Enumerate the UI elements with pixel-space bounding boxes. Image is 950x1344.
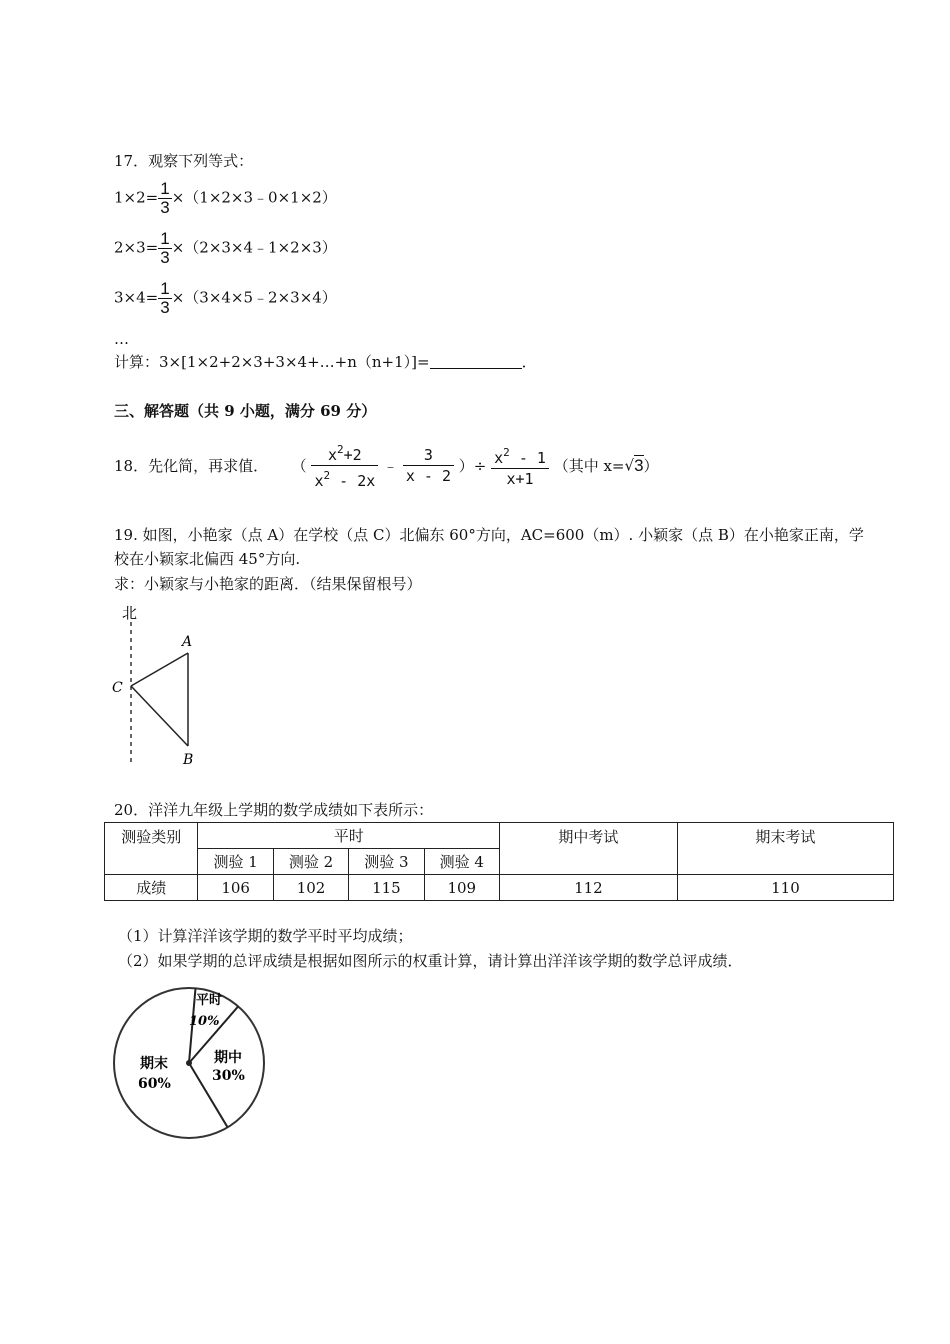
score-table xyxy=(104,822,894,901)
eq-rhs: ×（3×4×5﹣2×3×4） xyxy=(171,288,337,307)
slice-value-final: 60% xyxy=(138,1076,171,1092)
segment-CA xyxy=(131,653,188,686)
frac-num: 1 xyxy=(160,179,170,198)
fraction-3 xyxy=(491,443,549,489)
q17-calc xyxy=(114,351,537,373)
var: x xyxy=(314,472,324,490)
sqrt-value: 3 xyxy=(634,455,644,475)
q19-line-2: 校在小颖家北偏西 45°方向. xyxy=(114,550,301,568)
frac-num: 3 xyxy=(403,445,454,466)
condition-end: ） xyxy=(643,457,659,475)
calc-end: ． xyxy=(521,353,537,371)
eq-lhs: 1×2= xyxy=(114,188,159,207)
q20-title: 20．洋洋九年级上学期的数学成绩如下表所示： xyxy=(114,801,434,819)
point-A-label: A xyxy=(182,634,193,650)
exp: 2 xyxy=(337,443,344,456)
segment-CB xyxy=(131,686,188,746)
frac-den: x+1 xyxy=(506,469,534,488)
eq-rhs: ×（2×3×4﹣1×2×3） xyxy=(171,238,337,257)
header-test-2: 测验 2 xyxy=(273,849,348,875)
cell-final: 110 xyxy=(677,875,893,901)
fraction-1 xyxy=(311,440,378,491)
cell-test-3: 115 xyxy=(349,875,424,901)
q19-triangle-figure xyxy=(104,598,214,770)
frac-den: 3 xyxy=(160,298,170,317)
point-C-label: C xyxy=(112,680,123,696)
q17-title: 17．观察下列等式： xyxy=(114,152,254,170)
header-test-4: 测验 4 xyxy=(424,849,499,875)
header-regular: 平时 xyxy=(198,823,500,849)
frac-den: 3 xyxy=(160,248,170,267)
eq-lhs: 3×4= xyxy=(114,288,159,307)
fraction-one-third xyxy=(158,180,171,217)
frac-num: 1 xyxy=(160,229,170,248)
header-test-1: 测验 1 xyxy=(198,849,273,875)
q17-equation-2 xyxy=(114,230,337,267)
exp: 2 xyxy=(323,469,331,482)
frac-num xyxy=(311,440,378,466)
var: x xyxy=(328,446,338,464)
frac-den xyxy=(311,466,378,491)
condition-text: （其中 x= xyxy=(553,457,625,475)
cell-test-4: 109 xyxy=(424,875,499,901)
slice-label-regular: 平时 xyxy=(196,993,223,1008)
slice-label-mid: 期中 xyxy=(214,1050,242,1066)
eq-rhs: ×（1×2×3﹣0×1×2） xyxy=(171,188,337,207)
q18-label: 18．先化简，再求值． xyxy=(114,457,269,475)
table-row xyxy=(105,875,894,901)
frac-num: 1 xyxy=(160,279,170,298)
header-final: 期末考试 xyxy=(677,823,893,875)
eq-lhs: 2×3= xyxy=(114,238,159,257)
q20-sub-1: （1）计算洋洋该学期的数学平时平均成绩； xyxy=(118,927,413,945)
q19-line-3: 求：小颖家与小艳家的距离．（结果保留根号） xyxy=(114,575,422,593)
cell-test-2: 102 xyxy=(273,875,348,901)
cell-test-1: 106 xyxy=(198,875,273,901)
var: x xyxy=(494,448,504,467)
north-label: 北 xyxy=(122,604,138,622)
slice-label-final: 期末 xyxy=(140,1056,168,1072)
tail: - 1 xyxy=(509,448,546,467)
slice-value-mid: 30% xyxy=(212,1068,245,1084)
sqrt-symbol: √ xyxy=(624,456,635,475)
exp: 2 xyxy=(503,445,510,459)
q18-expression xyxy=(114,440,659,491)
minus-sign: ﹣ xyxy=(383,457,399,475)
fraction-2 xyxy=(403,445,454,486)
tail: +2 xyxy=(343,446,362,464)
tail: - 2x xyxy=(330,472,376,490)
point-B-label: B xyxy=(183,752,194,768)
answer-blank[interactable] xyxy=(430,354,522,369)
paren-close-divide: ）÷ xyxy=(458,457,487,475)
header-category: 测验类别 xyxy=(105,823,198,875)
section-3-heading: 三、解答题（共 9 小题，满分 69 分） xyxy=(114,402,377,420)
fraction-one-third xyxy=(158,230,171,267)
frac-den: x - 2 xyxy=(405,467,451,485)
q17-equation-1 xyxy=(114,180,337,217)
frac-den: 3 xyxy=(160,198,170,217)
q17-equation-3 xyxy=(114,280,337,317)
frac-num xyxy=(491,443,549,469)
slice-value-regular: 10% xyxy=(189,1014,220,1029)
calc-text: 计算：3×[1×2+2×3+3×4+…+n（n+1）]= xyxy=(114,353,430,371)
row-label: 成绩 xyxy=(105,875,198,901)
weight-pie-chart xyxy=(110,980,280,1146)
q19-line-1: 19. 如图，小艳家（点 A）在学校（点 C）北偏东 60°方向，AC=600（m）. 小颖家（点 B）在小艳家正南，学 xyxy=(114,526,864,544)
cell-midterm: 112 xyxy=(499,875,677,901)
header-midterm: 期中考试 xyxy=(499,823,677,875)
header-test-3: 测验 3 xyxy=(349,849,424,875)
fraction-one-third xyxy=(158,280,171,317)
paren-open: （ xyxy=(291,457,307,475)
q17-ellipsis: … xyxy=(114,330,129,348)
q20-sub-2: （2）如果学期的总评成绩是根据如图所示的权重计算，请计算出洋洋该学期的数学总评成绩． xyxy=(118,952,743,970)
